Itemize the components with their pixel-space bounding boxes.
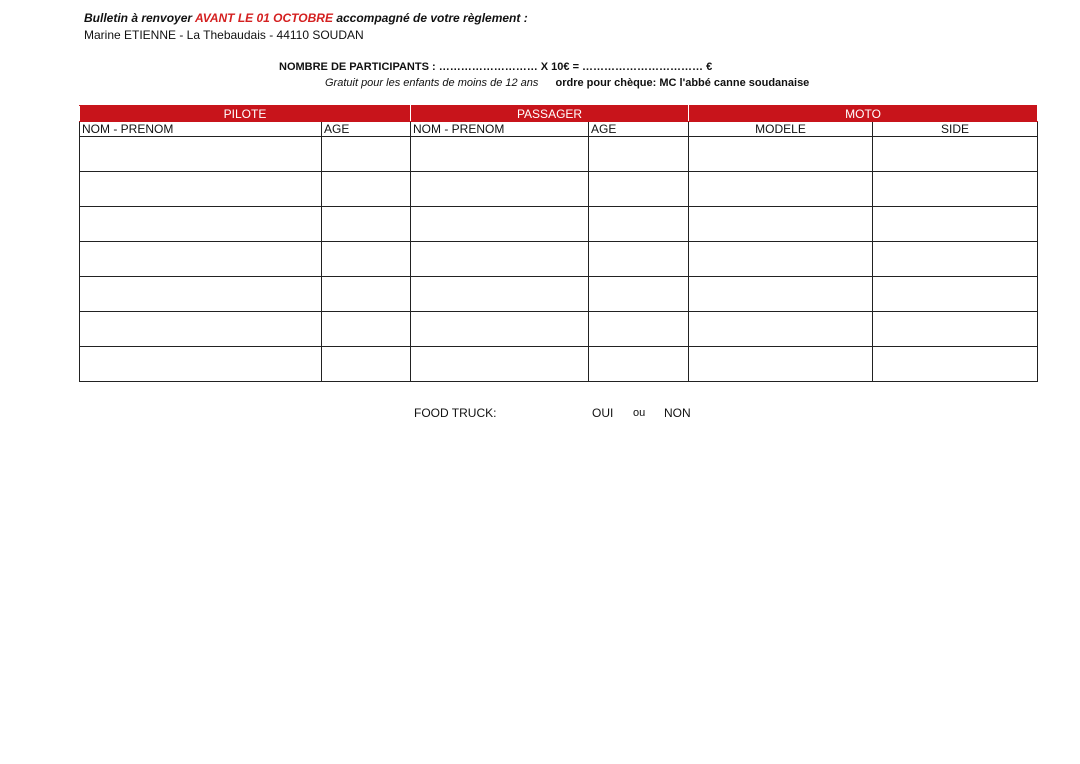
passager-name-cell[interactable] <box>411 137 589 172</box>
passager-age-cell[interactable] <box>589 207 689 242</box>
cheque-note: ordre pour chèque: MC l'abbé canne soudanaise <box>555 77 810 89</box>
moto-modele-cell[interactable] <box>689 312 873 347</box>
pilote-name-cell[interactable] <box>80 172 322 207</box>
moto-modele-cell[interactable] <box>689 137 873 172</box>
return-address: Marine ETIENNE - La Thebaudais - 44110 SOUDAN <box>84 28 364 42</box>
food-truck-label: FOOD TRUCK: <box>414 406 497 420</box>
food-truck-or: ou <box>633 407 646 419</box>
col-moto-modele: MODELE <box>689 122 873 137</box>
group-pilote: PILOTE <box>80 106 411 122</box>
pilote-age-cell[interactable] <box>322 277 411 312</box>
table-row <box>80 172 1038 207</box>
table-row <box>80 312 1038 347</box>
col-pilote-name: NOM - PRENOM <box>80 122 322 137</box>
moto-side-cell[interactable] <box>873 277 1038 312</box>
group-passager: PASSAGER <box>411 106 689 122</box>
moto-modele-cell[interactable] <box>689 242 873 277</box>
deadline-text: AVANT LE 01 OCTOBRE <box>194 11 333 25</box>
column-header-row <box>80 122 1038 137</box>
passager-age-cell[interactable] <box>589 277 689 312</box>
passager-age-cell[interactable] <box>589 172 689 207</box>
passager-age-cell[interactable] <box>589 347 689 382</box>
intro-line <box>84 11 528 25</box>
pilote-age-cell[interactable] <box>322 137 411 172</box>
pilote-name-cell[interactable] <box>80 207 322 242</box>
passager-age-cell[interactable] <box>589 312 689 347</box>
passager-name-cell[interactable] <box>411 242 589 277</box>
notes-line <box>325 77 809 89</box>
participants-count-line: NOMBRE DE PARTICIPANTS : ……………………… X 10€ = …………………………… € <box>279 61 713 73</box>
moto-side-cell[interactable] <box>873 172 1038 207</box>
pilote-age-cell[interactable] <box>322 172 411 207</box>
passager-name-cell[interactable] <box>411 277 589 312</box>
passager-name-cell[interactable] <box>411 207 589 242</box>
pilote-name-cell[interactable] <box>80 277 322 312</box>
food-truck-no: NON <box>664 406 691 420</box>
moto-side-cell[interactable] <box>873 312 1038 347</box>
group-moto: MOTO <box>689 106 1038 122</box>
intro-text-start: Bulletin à renvoyer <box>84 11 193 25</box>
passager-name-cell[interactable] <box>411 347 589 382</box>
free-children-note: Gratuit pour les enfants de moins de 12 ans <box>325 77 539 89</box>
pilote-age-cell[interactable] <box>322 312 411 347</box>
pilote-name-cell[interactable] <box>80 242 322 277</box>
moto-side-cell[interactable] <box>873 242 1038 277</box>
group-header-row <box>80 106 1038 122</box>
food-truck-yes: OUI <box>592 406 614 420</box>
pilote-name-cell[interactable] <box>80 137 322 172</box>
table-row <box>80 137 1038 172</box>
passager-name-cell[interactable] <box>411 312 589 347</box>
table-row <box>80 242 1038 277</box>
pilote-age-cell[interactable] <box>322 347 411 382</box>
pilote-name-cell[interactable] <box>80 312 322 347</box>
col-moto-side: SIDE <box>873 122 1038 137</box>
moto-side-cell[interactable] <box>873 347 1038 382</box>
moto-side-cell[interactable] <box>873 137 1038 172</box>
col-passager-age: AGE <box>589 122 689 137</box>
passager-age-cell[interactable] <box>589 137 689 172</box>
moto-side-cell[interactable] <box>873 207 1038 242</box>
registration-table <box>79 105 1038 382</box>
pilote-age-cell[interactable] <box>322 207 411 242</box>
pilote-age-cell[interactable] <box>322 242 411 277</box>
moto-modele-cell[interactable] <box>689 207 873 242</box>
moto-modele-cell[interactable] <box>689 172 873 207</box>
pilote-name-cell[interactable] <box>80 347 322 382</box>
passager-age-cell[interactable] <box>589 242 689 277</box>
table-row <box>80 277 1038 312</box>
table-row <box>80 207 1038 242</box>
moto-modele-cell[interactable] <box>689 277 873 312</box>
moto-modele-cell[interactable] <box>689 347 873 382</box>
col-pilote-age: AGE <box>322 122 411 137</box>
col-passager-name: NOM - PRENOM <box>411 122 589 137</box>
intro-text-end: accompagné de votre règlement : <box>336 11 528 25</box>
table-row <box>80 347 1038 382</box>
passager-name-cell[interactable] <box>411 172 589 207</box>
